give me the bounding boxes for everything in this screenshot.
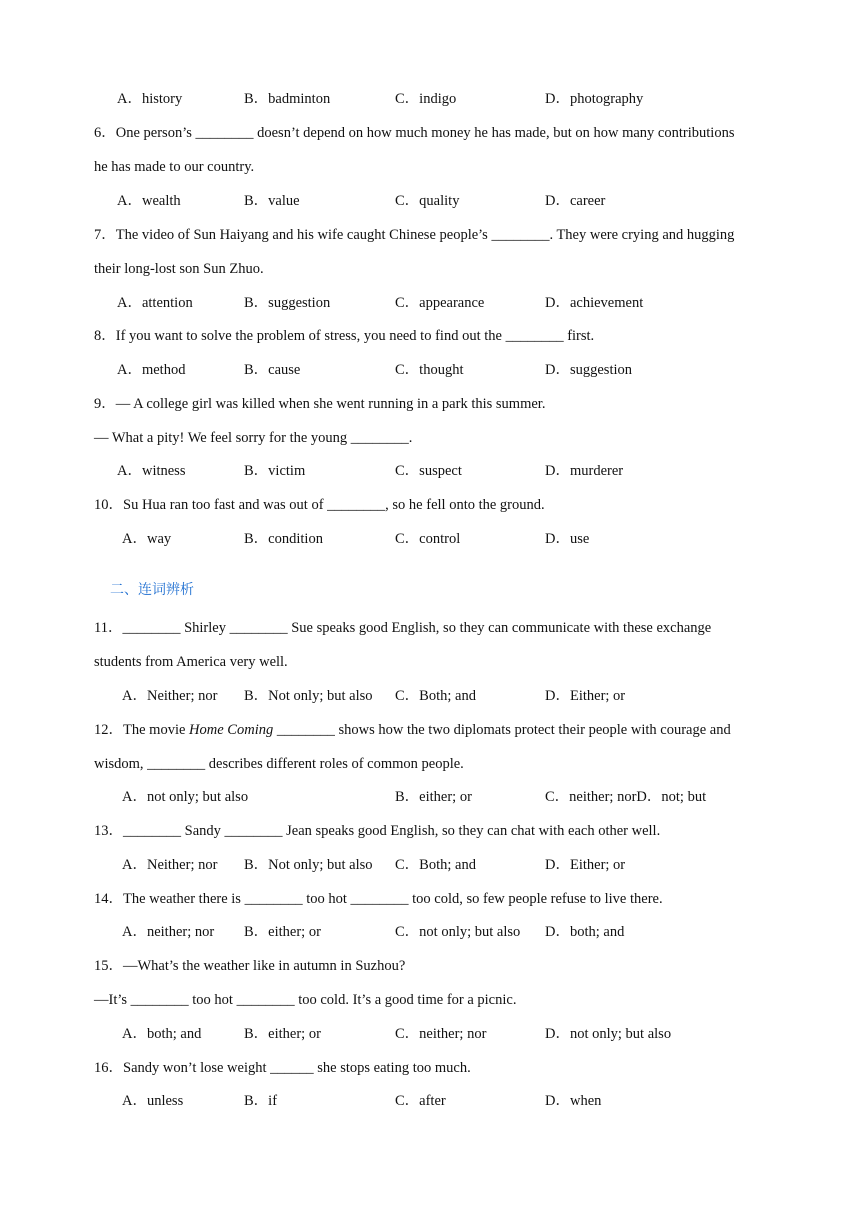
- q11-stem-line1: 11．________ Shirley ________ Sue speaks good English, so they can communicate with these exchange: [94, 620, 712, 636]
- q16-option-c: C．after: [395, 1093, 446, 1109]
- q9-options: [0, 462, 860, 480]
- q9-option-d: D．murderer: [545, 463, 624, 479]
- q14-option-d: D．both; and: [545, 924, 625, 940]
- q10-option-c: C．control: [395, 531, 461, 547]
- q16-stem-line1: 16．Sandy won’t lose weight ______ she stops eating too much.: [94, 1060, 471, 1076]
- q6-options: [0, 192, 860, 210]
- q6-option-d: D．career: [545, 193, 606, 209]
- q9-option-a: A．witness: [117, 463, 186, 479]
- q7-option-d: D．achievement: [545, 295, 644, 311]
- q5-option-d: D．photography: [545, 91, 644, 107]
- q12-stem-line2: wisdom, ________ describes different roles of common people.: [94, 756, 464, 772]
- q5-options: [0, 90, 860, 108]
- q5-option-a: A．history: [117, 91, 183, 107]
- q12-option-a: A．not only; but also: [122, 789, 249, 805]
- q9-stem-line2: — What a pity! We feel sorry for the young ________.: [94, 430, 413, 446]
- q13-option-a: A．Neither; nor: [122, 857, 218, 873]
- q6-option-a: A．wealth: [117, 193, 181, 209]
- q6-option-b: B．value: [244, 193, 300, 209]
- q6-stem-line2: he has made to our country.: [94, 159, 255, 175]
- q15-options: [0, 1025, 860, 1043]
- q5-option-b: B．badminton: [244, 91, 331, 107]
- q16-option-a: A．unless: [122, 1093, 184, 1109]
- q8-option-d: D．suggestion: [545, 362, 632, 378]
- q15-option-d: D．not only; but also: [545, 1026, 672, 1042]
- q10-options: [0, 530, 860, 548]
- section-heading-conjunctions: 二、连词辨析: [110, 582, 194, 598]
- q11-option-b: B．Not only; but also: [244, 688, 373, 704]
- q7-option-a: A．attention: [117, 295, 193, 311]
- q10-option-a: A．way: [122, 531, 172, 547]
- q13-option-b: B．Not only; but also: [244, 857, 373, 873]
- q5-option-c: C．indigo: [395, 91, 457, 107]
- q7-option-b: B．suggestion: [244, 295, 331, 311]
- q12-stem-post: ________ shows how the two diplomats protect their people with courage and: [273, 722, 731, 738]
- q10-option-b: B．condition: [244, 531, 323, 547]
- q8-stem-line1: 8．If you want to solve the problem of stress, you need to find out the ________ first.: [94, 328, 595, 344]
- q14-stem-line1: 14．The weather there is ________ too hot ________ too cold, so few people refuse to live there.: [94, 891, 663, 907]
- q15-option-b: B．either; or: [244, 1026, 321, 1042]
- q12-movie-title: Home Coming: [189, 722, 274, 738]
- q12-stem-line1: [94, 721, 731, 739]
- q13-stem-line1: 13．________ Sandy ________ Jean speaks good English, so they can chat with each other well.: [94, 823, 661, 839]
- q11-option-c: C．Both; and: [395, 688, 476, 704]
- q16-options: [0, 1092, 860, 1110]
- q11-option-a: A．Neither; nor: [122, 688, 218, 704]
- q15-option-a: A．both; and: [122, 1026, 202, 1042]
- q6-stem-line1: 6．One person’s ________ doesn’t depend on how much money he has made, but on how many contributions: [94, 125, 735, 141]
- q14-option-c: C．not only; but also: [395, 924, 521, 940]
- q14-option-b: B．either; or: [244, 924, 321, 940]
- q6-option-c: C．quality: [395, 193, 460, 209]
- q15-option-c: C．neither; nor: [395, 1026, 487, 1042]
- q14-option-a: A．neither; nor: [122, 924, 215, 940]
- q11-options: [0, 687, 860, 705]
- q15-stem-line1: 15．—What’s the weather like in autumn in Suzhou?: [94, 958, 406, 974]
- q8-option-b: B．cause: [244, 362, 301, 378]
- q13-options: [0, 856, 860, 874]
- q7-options: [0, 294, 860, 312]
- q16-option-d: D．when: [545, 1093, 602, 1109]
- q13-option-c: C．Both; and: [395, 857, 476, 873]
- q15-stem-line2: —It’s ________ too hot ________ too cold. It’s a good time for a picnic.: [94, 992, 517, 1008]
- q12-options: [0, 788, 860, 806]
- q10-stem-line1: 10．Su Hua ran too fast and was out of ________, so he fell onto the ground.: [94, 497, 545, 513]
- q11-stem-line2: students from America very well.: [94, 654, 288, 670]
- q8-option-a: A．method: [117, 362, 186, 378]
- q14-options: [0, 923, 860, 941]
- q7-stem-line2: their long-lost son Sun Zhuo.: [94, 261, 264, 277]
- q9-stem-line1: 9．— A college girl was killed when she went running in a park this summer.: [94, 396, 546, 412]
- q12-option-b: B．either; or: [395, 789, 472, 805]
- q12-option-cd: C．neither; norD．not; but: [545, 789, 707, 805]
- q11-option-d: D．Either; or: [545, 688, 626, 704]
- q7-option-c: C．appearance: [395, 295, 485, 311]
- q13-option-d: D．Either; or: [545, 857, 626, 873]
- q7-stem-line1: 7．The video of Sun Haiyang and his wife caught Chinese people’s ________. They were crying and hugging: [94, 227, 735, 243]
- q8-options: [0, 361, 860, 379]
- q16-option-b: B．if: [244, 1093, 278, 1109]
- q12-stem-pre: 12．The movie: [94, 722, 190, 738]
- q9-option-c: C．suspect: [395, 463, 462, 479]
- q8-option-c: C．thought: [395, 362, 464, 378]
- q9-option-b: B．victim: [244, 463, 306, 479]
- q10-option-d: D．use: [545, 531, 590, 547]
